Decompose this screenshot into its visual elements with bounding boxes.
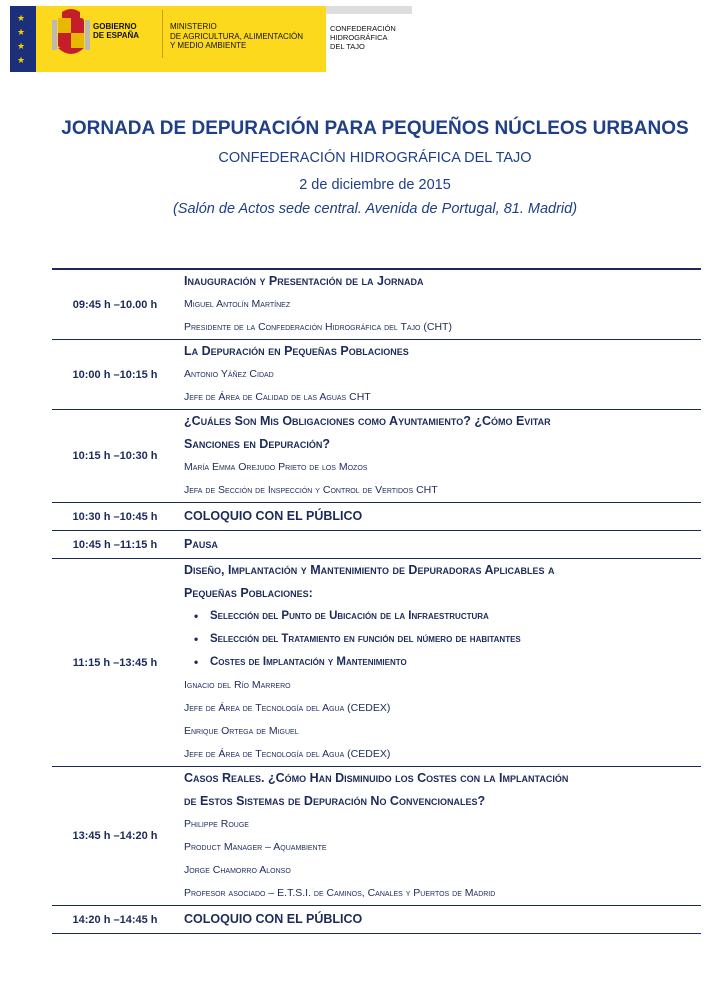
agenda-speaker-detail: Ignacio del Río Marrero [184,679,291,691]
agenda-speaker-detail: Jorge Chamorro Alonso [184,864,291,876]
agenda-session-title: ¿Cuáles Son Mis Obligaciones como Ayuntamiento? ¿Cómo Evitar [184,414,551,428]
agenda-content [174,503,701,530]
event-venue: (Salón de Actos sede central. Avenida de Portugal, 81. Madrid) [172,201,578,217]
agenda-row [52,340,701,410]
bullet-icon: • [194,609,199,623]
header-divider [162,10,163,58]
agenda-speaker-detail: Profesor asociado – E.T.S.I. de Caminos, Canales y Puertos de Madrid [184,887,496,899]
ministry-label: MINISTERIO DE AGRICULTURA, ALIMENTACIÓN Y MEDIO AMBIENTE [170,22,304,50]
agenda-time: 09:45 h –10.00 h [72,298,158,311]
agenda-time: 10:15 h –10:30 h [72,450,158,462]
eu-flag-icon: ★ ★ ★ ★ [10,6,36,72]
agenda-content [174,410,701,502]
agenda-row [52,410,701,503]
agenda-speaker-detail: Enrique Ortega de Miguel [184,725,299,737]
agenda-session-title: Casos Reales. ¿Cómo Han Disminuido los Costes con la Implantación [184,771,569,785]
agenda-speaker-detail: Philippe Rouge [184,818,249,830]
bullet-text: Costes de Implantación y Mantenimiento [210,656,407,668]
agenda-bullet-item [184,605,701,628]
agenda-time: 10:00 h –10:15 h [72,368,158,381]
agenda-content [174,559,701,766]
agenda-bullet-item [184,628,701,651]
agenda-time: 11:15 h –13:45 h [72,656,158,669]
bullet-icon: • [194,632,199,646]
agenda-content [174,270,701,339]
agenda-content [174,906,701,933]
agenda-speaker-detail: Antonio Yáñez Cidad [184,368,274,380]
agenda-speaker-detail: Jefe de Área de Tecnología del Agua (CEDEX) [184,702,391,714]
event-date: 2 de diciembre de 2015 [299,177,451,193]
agenda-speaker-detail: Jefe de Área de Calidad de las Aguas CHT [184,391,371,403]
agenda-row [52,503,701,531]
agenda-row [52,906,701,934]
agenda-row [52,531,701,559]
agenda-session-title: de Estos Sistemas de Depuración No Convencionales? [184,794,486,808]
confederation-label: CONFEDERACIÓN HIDROGRÁFICA DEL TAJO [330,24,396,51]
page-subtitle: CONFEDERACIÓN HIDROGRÁFICA DEL TAJO [218,150,532,166]
agenda-session-title: Diseño, Implantación y Mantenimiento de Depuradoras Aplicables a [184,563,555,577]
agenda-table [52,268,701,934]
agenda-time: 10:45 h –11:15 h [72,538,158,551]
agenda-session-title: Pausa [184,537,218,551]
agenda-time: 13:45 h –14:20 h [72,830,158,842]
agenda-bullet-item [184,651,701,674]
agenda-session-title: COLOQUIO CON EL PÚBLICO [184,509,363,523]
agenda-content [174,531,701,558]
agenda-session-title: Pequeñas Poblaciones: [184,586,313,600]
agenda-speaker-detail: María Emma Orejudo Prieto de los Mozos [184,461,368,473]
agenda-row [52,559,701,767]
agenda-session-title: Inauguración y Presentación de la Jornada [184,274,424,288]
coat-of-arms-icon [50,8,92,60]
agenda-row [52,270,701,340]
bullet-icon: • [194,655,199,669]
bullet-text: Selección del Tratamiento en función del número de habitantes [210,633,521,645]
bullet-text: Selección del Punto de Ubicación de la Infraestructura [210,610,489,622]
agenda-session-title: COLOQUIO CON EL PÚBLICO [184,912,363,926]
agenda-session-title: La Depuración en Pequeñas Poblaciones [184,344,409,358]
agenda-time: 10:30 h –10:45 h [72,510,158,523]
agenda-speaker-detail: Miguel Antolín Martínez [184,298,291,310]
agenda-row [52,767,701,906]
agenda-session-title: Sanciones en Depuración? [184,437,330,451]
agenda-content [174,340,701,409]
agenda-speaker-detail: Jefe de Área de Tecnología del Agua (CEDEX) [184,748,391,760]
agenda-time: 14:20 h –14:45 h [72,913,158,926]
government-label: GOBIERNO DE ESPAÑA [93,22,140,40]
page-title: JORNADA DE DEPURACIÓN PARA PEQUEÑOS NÚCLEOS URBANOS [61,118,689,139]
agenda-content [174,767,701,905]
agenda-speaker-detail: Presidente de la Confederación Hidrográfica del Tajo (CHT) [184,321,452,333]
agenda-speaker-detail: Jefa de Sección de Inspección y Control de Vertidos CHT [184,484,438,496]
agenda-speaker-detail: Product Manager – Aquambiente [184,841,327,853]
